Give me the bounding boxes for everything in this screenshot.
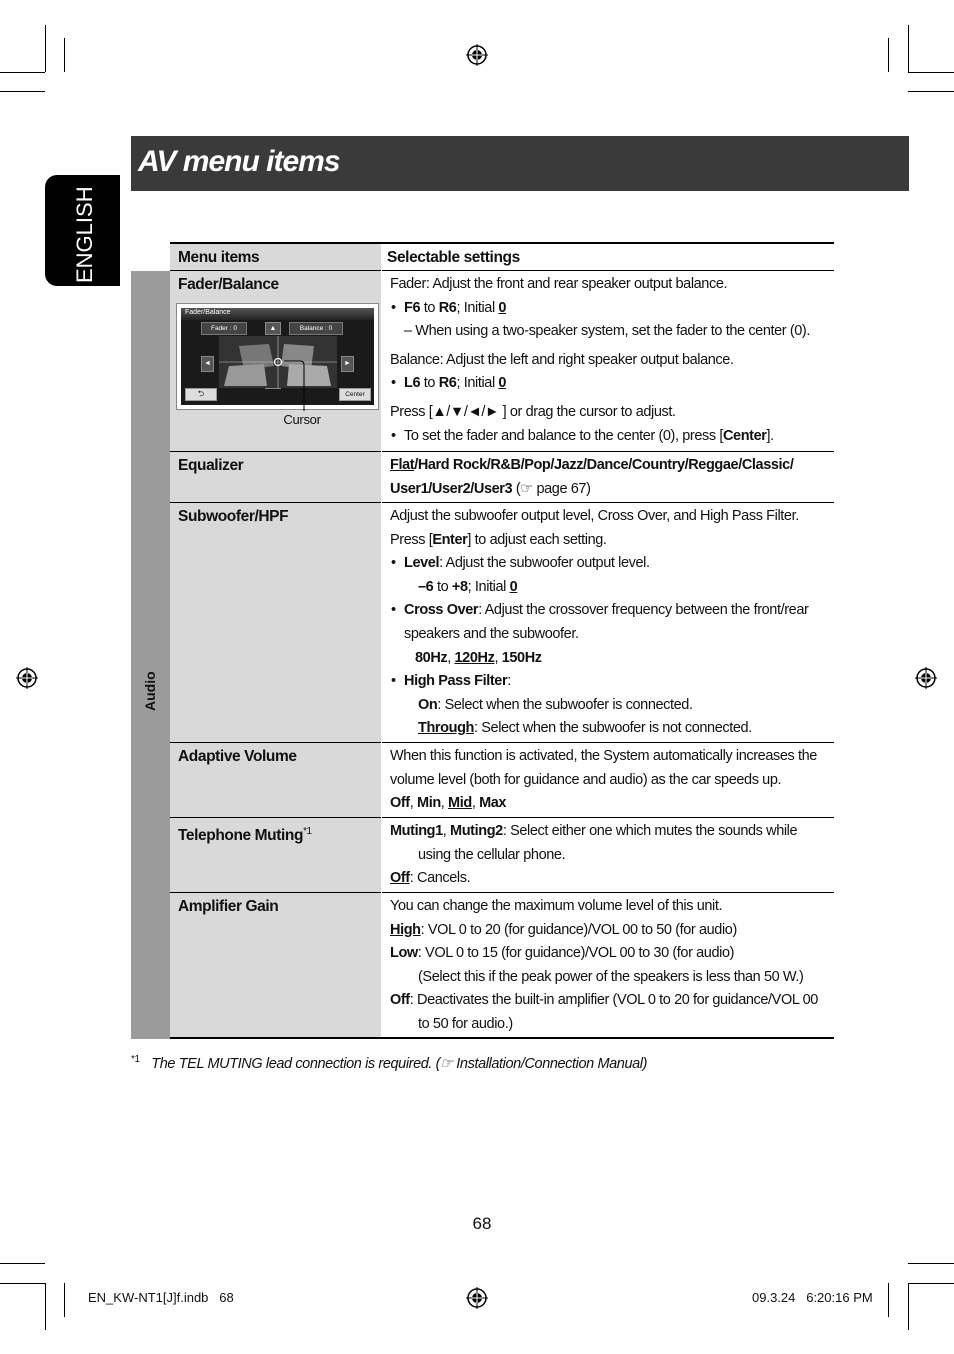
item-adaptive-volume: Adaptive Volume — [178, 748, 297, 765]
item-subwoofer-hpf: Subwoofer/HPF — [178, 508, 289, 525]
crossover-option: • Cross Over: Adjust the crossover frequency between the front/rear speakers and the subwoofer. — [390, 599, 826, 646]
level-option: • Level: Adjust the subwoofer output level. — [390, 552, 826, 576]
cursor-label: Cursor — [283, 412, 321, 427]
table-row — [170, 893, 381, 1037]
crop-mark — [888, 38, 889, 72]
crop-mark — [908, 91, 954, 92]
footnote-text: The TEL MUTING lead connection is required. (☞ Installation/Connection Manual) — [151, 1055, 648, 1072]
screen-right-button[interactable]: ► — [341, 356, 354, 372]
crop-mark — [908, 1283, 954, 1284]
column-separator — [381, 244, 382, 1037]
cursor-callout-line — [280, 355, 310, 415]
adaptive-options: Off, Min, Mid, Max — [390, 795, 507, 812]
language-tab — [45, 175, 120, 286]
screen-title: Fader/Balance — [185, 309, 231, 316]
amplifier-off: Off: Deactivates the built-in amplifier (VOL 0 to 20 for guidance/VOL 00 to 50 for audio.) — [390, 992, 818, 1032]
footnote — [131, 1054, 647, 1072]
screen-fader-readout: Fader : 0 — [201, 322, 247, 335]
balance-desc: Balance: Adjust the left and right speaker output balance. — [390, 351, 734, 368]
footnote-mark: *1 — [131, 1054, 140, 1065]
item-equalizer: Equalizer — [178, 457, 244, 474]
registration-mark-icon — [466, 44, 488, 66]
settings-cell — [382, 818, 834, 892]
crop-mark — [45, 1283, 46, 1330]
table-row — [170, 503, 381, 742]
screen-display — [181, 308, 374, 405]
settings-cell — [382, 893, 834, 1037]
fader-desc: Fader: Adjust the front and rear speaker output balance. — [390, 276, 728, 292]
muting-options: Muting1, Muting2: Select either one which mutes the sounds while using the cellular phone. — [390, 823, 798, 863]
amplifier-desc: You can change the maximum volume level of this unit. — [390, 898, 723, 914]
fader-range: • F6 to R6; Initial 0 — [390, 297, 826, 321]
screen-center-button[interactable]: Center — [339, 388, 371, 401]
equalizer-user-options: User1/User2/User3 (☞ page 67) — [390, 480, 591, 497]
hpf-through: Through: Select when the subwoofer is not connected. — [418, 720, 752, 737]
screen-up-button[interactable]: ▲ — [265, 322, 281, 335]
table-row — [170, 743, 381, 817]
screen-title-bar — [181, 308, 374, 320]
item-telephone-muting: Telephone Muting$^{*1}$ — [178, 826, 312, 845]
header-settings-cell — [382, 244, 834, 271]
registration-mark-icon — [915, 667, 937, 689]
hpf-on: On: Select when the subwoofer is connected. — [418, 696, 693, 713]
back-arrow-icon[interactable]: ⮌ — [185, 388, 217, 401]
footer-timestamp: 09.3.24 6:20:16 PM — [752, 1290, 873, 1305]
screen-left-button[interactable]: ◄ — [201, 356, 214, 372]
table-row — [170, 818, 381, 892]
settings-cell — [382, 743, 834, 817]
crop-mark — [64, 1283, 65, 1317]
amplifier-low-note: (Select this if the peak power of the speakers is less than 50 W.) — [418, 968, 804, 985]
amplifier-high: High: VOL 0 to 20 (for guidance)/VOL 00 to 50 (for audio) — [390, 921, 737, 938]
fader-balance-screen-illustration — [176, 303, 379, 410]
header-menu-items: Menu items — [178, 249, 260, 266]
language-label: ENGLISH — [72, 186, 97, 283]
hpf-option: • High Pass Filter: — [390, 670, 826, 694]
crop-mark — [888, 1283, 889, 1317]
crop-mark — [908, 1263, 954, 1264]
balance-range: • L6 to R6; Initial 0 — [390, 372, 826, 396]
crop-mark — [64, 38, 65, 72]
crop-mark — [908, 72, 954, 73]
settings-cell — [382, 271, 834, 451]
press-instruction: Press [▲/▼/◄/► ] or drag the cursor to adjust. — [390, 403, 676, 420]
muting-off: Off: Cancels. — [390, 870, 471, 887]
audio-group-label: Audio — [142, 671, 158, 711]
crop-mark — [908, 1283, 909, 1330]
speaker-field-graphic — [219, 336, 337, 388]
subwoofer-desc: Adjust the subwoofer output level, Cross Over, and High Pass Filter. — [390, 508, 799, 524]
crop-mark — [0, 91, 45, 92]
header-selectable-settings: Selectable settings — [387, 249, 520, 266]
level-range: –6 to +8; Initial 0 — [418, 578, 518, 595]
screen-balance-readout: Balance : 0 — [289, 322, 343, 335]
settings-cell — [382, 452, 834, 502]
crop-mark — [908, 25, 909, 72]
header-menu-items-cell — [170, 244, 381, 271]
subwoofer-press: Press [Enter] to adjust each setting. — [390, 531, 607, 548]
registration-mark-icon — [466, 1287, 488, 1309]
crop-mark — [0, 72, 45, 73]
equalizer-options: Flat/Hard Rock/R&B/Pop/Jazz/Dance/Country/Reggae/Classic/ — [390, 457, 794, 473]
crop-mark — [45, 25, 46, 72]
audio-group-column — [131, 271, 170, 1039]
fader-note: • – When using a two-speaker system, set the fader to the center (0). — [390, 320, 826, 344]
page-title: AV menu items — [138, 145, 340, 178]
registration-mark-icon — [16, 667, 38, 689]
center-instruction: • To set the fader and balance to the center (0), press [Center]. — [390, 425, 826, 449]
page-number: 68 — [472, 1214, 492, 1233]
amplifier-low: Low: VOL 0 to 15 (for guidance)/VOL 00 to 30 (for audio) — [390, 945, 735, 962]
table-row — [170, 452, 381, 502]
crossover-values: 80Hz, 120Hz, 150Hz — [415, 649, 542, 666]
adaptive-desc: When this function is activated, the System automatically increases the volume level (both for guidance and audio) as the car speeds up. — [390, 748, 817, 788]
settings-cell — [382, 503, 834, 742]
item-amplifier-gain: Amplifier Gain — [178, 898, 279, 915]
item-fader-balance: Fader/Balance — [178, 276, 279, 293]
crop-mark — [0, 1283, 45, 1284]
footer-file-info: EN_KW-NT1[J]f.indb 68 — [88, 1290, 234, 1305]
crop-mark — [0, 1263, 45, 1264]
table-bottom-rule — [170, 1037, 834, 1039]
